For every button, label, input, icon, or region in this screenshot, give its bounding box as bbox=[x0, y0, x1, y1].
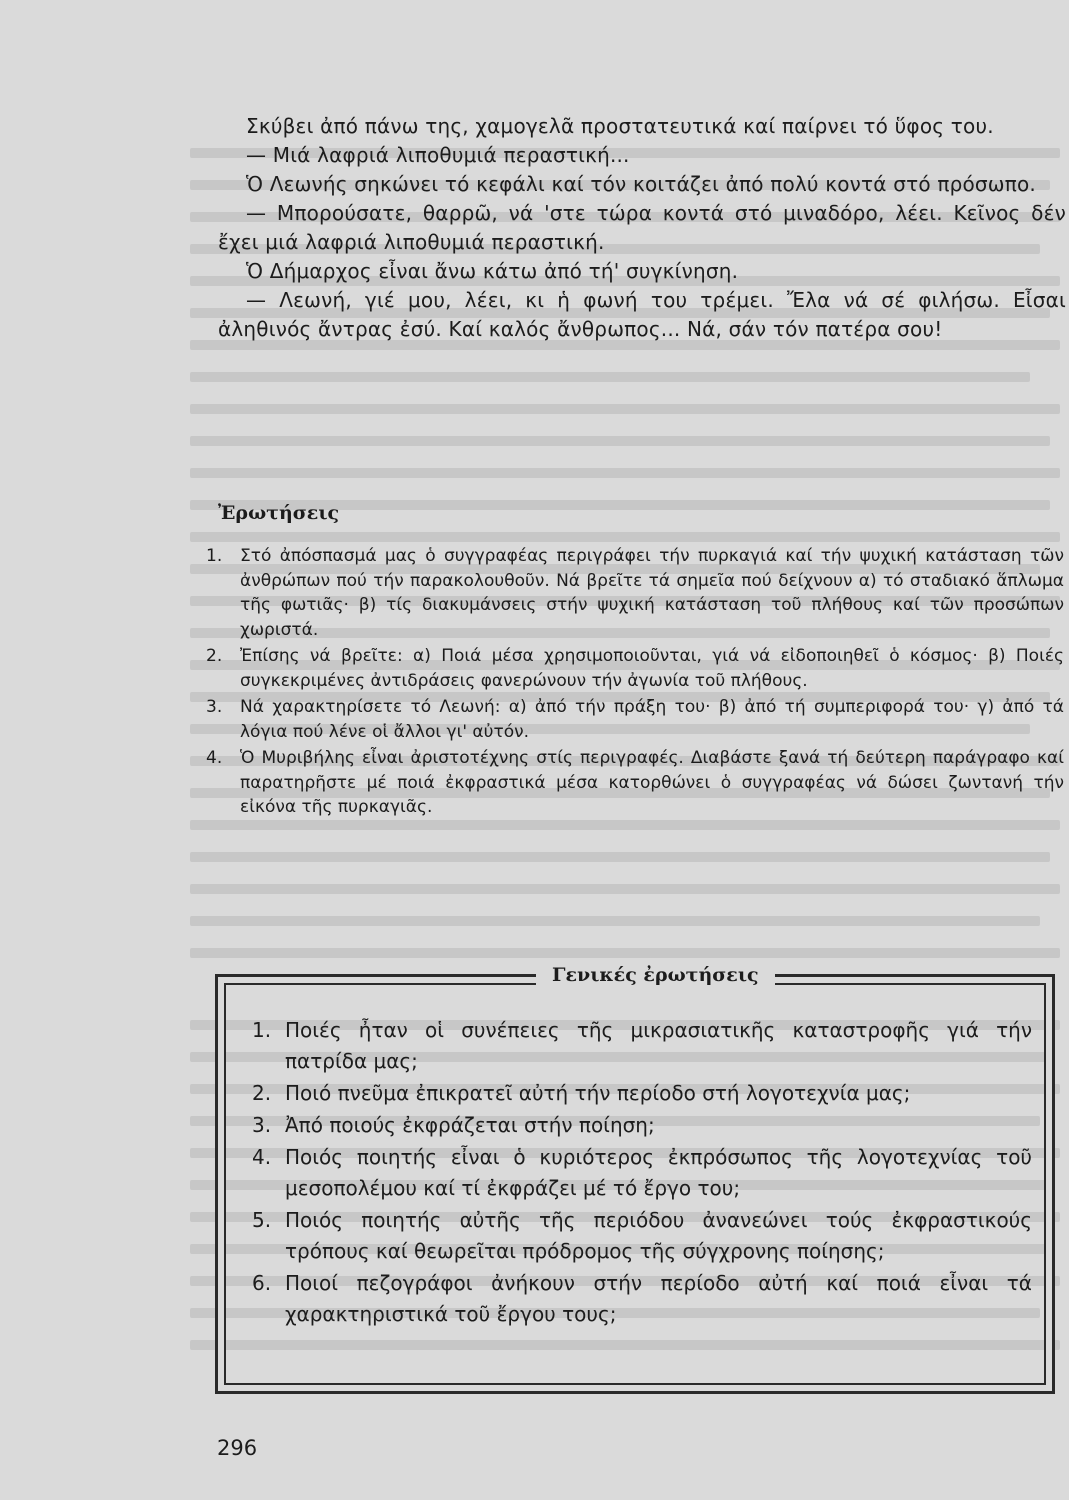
paragraph: Σκύβει ἀπό πάνω της, χαμογελᾶ προστατευτικά καί παίρνει τό ὕφος του. bbox=[246, 114, 994, 138]
questions-heading: Ἐρωτήσεις bbox=[218, 502, 340, 524]
question-item bbox=[206, 644, 1064, 693]
question-number: 3. bbox=[252, 1113, 272, 1137]
question-text: Ποιές ἦταν οἱ συνέπειες τῆς μικρασιατικῆς καταστροφῆς γιά τήν πατρίδα μας; bbox=[285, 1018, 1032, 1073]
question-text: Ποιό πνεῦμα ἐπικρατεῖ αὐτή τήν περίοδο στή λογοτεχνία μας; bbox=[285, 1081, 911, 1105]
paragraph: Ὁ Λεωνής σηκώνει τό κεφάλι καί τόν κοιτάζει ἀπό πολύ κοντά στό πρόσωπο. bbox=[246, 172, 1036, 196]
question-number: 3. bbox=[206, 697, 223, 717]
general-questions-box bbox=[215, 964, 1055, 1394]
question-text: Νά χαρακτηρίσετε τό Λεωνή: α) ἀπό τήν πράξη του· β) ἀπό τή συμπεριφορά του· γ) ἀπό τά λόγια πού λένε οἱ ἄλλοι γι' αὐτόν. bbox=[240, 697, 1064, 742]
questions-list bbox=[206, 544, 1064, 822]
question-number: 4. bbox=[252, 1145, 272, 1169]
question-number: 1. bbox=[252, 1018, 272, 1042]
question-number: 2. bbox=[252, 1081, 272, 1105]
paragraph: — Μιά λαφριά λιποθυμιά περαστική... bbox=[246, 143, 630, 167]
question-text: Ποιοί πεζογράφοι ἀνήκουν στήν περίοδο αὐτή καί ποιά εἶναι τά χαρακτηριστικά τοῦ ἔργου τους; bbox=[285, 1271, 1032, 1326]
question-text: Ἐπίσης νά βρεῖτε: α) Ποιά μέσα χρησιμοποιοῦνται, γιά νά εἰδοποιηθεῖ ὁ κόσμος· β) Ποιές συγκεκριμένες ἀντιδράσεις φανερώνουν τήν ἀγωνία τοῦ πλήθους. bbox=[240, 646, 1064, 691]
paragraph: Ὁ Δήμαρχος εἶναι ἄνω κάτω ἀπό τή' συγκίνηση. bbox=[246, 259, 739, 283]
question-text: Ἀπό ποιούς ἐκφράζεται στήν ποίηση; bbox=[285, 1113, 655, 1137]
narrative-text bbox=[218, 112, 1066, 344]
question-number: 5. bbox=[252, 1208, 272, 1232]
question-number: 4. bbox=[206, 748, 223, 768]
question-text: Στό ἀπόσπασμά μας ὁ συγγραφέας περιγράφει τήν πυρκαγιά καί τήν ψυχική κατάσταση τῶν ἀνθρώπων πού τήν παρακολουθοῦν. Νά βρεῖτε τά σημεῖα πού δείχνουν α) τό σταδιακό ἅπλωμα τῆς φωτιᾶς· β) τίς διακυμάνσεις στήν ψυχική κατάσταση τοῦ πλήθους καί τῶν προσώπων χωριστά. bbox=[240, 546, 1064, 640]
question-item bbox=[206, 544, 1064, 642]
question-number: 2. bbox=[206, 646, 223, 666]
general-questions-list bbox=[252, 1015, 1032, 1331]
general-question-item bbox=[252, 1205, 1032, 1267]
paragraph: — Λεωνή, γιέ μου, λέει, κι ἡ φωνή του τρέμει. Ἔλα νά σέ φιλήσω. Εἶσαι ἀληθινός ἄντρας ἐσύ. Καί καλός ἄνθρωπος... Νά, σάν τόν πατέρα σου! bbox=[218, 288, 1066, 341]
question-item bbox=[206, 695, 1064, 744]
general-question-item bbox=[252, 1110, 1032, 1141]
page-number: 296 bbox=[217, 1436, 258, 1460]
general-question-item bbox=[252, 1268, 1032, 1330]
question-number: 6. bbox=[252, 1271, 272, 1295]
question-text: Ποιός ποιητής εἶναι ὁ κυριότερος ἐκπρόσωπος τῆς λογοτεχνίας τοῦ μεσοπολέμου καί τί ἐκφράζει μέ τό ἔργο του; bbox=[285, 1145, 1032, 1200]
question-item bbox=[206, 746, 1064, 820]
paragraph: — Μπορούσατε, θαρρῶ, νά 'στε τώρα κοντά στό μιναδόρο, λέει. Κεῖνος δέν ἔχει μιά λαφριά λιποθυμιά περαστική. bbox=[218, 201, 1066, 254]
general-questions-heading: Γενικές ἐρωτήσεις bbox=[536, 963, 775, 987]
question-text: Ποιός ποιητής αὐτῆς τῆς περιόδου ἀνανεώνει τούς ἐκφραστικούς τρόπους καί θεωρεῖται πρόδρομος τῆς σύγχρονης ποίησης; bbox=[285, 1208, 1032, 1263]
general-question-item bbox=[252, 1078, 1032, 1109]
question-number: 1. bbox=[206, 546, 223, 566]
general-question-item bbox=[252, 1015, 1032, 1077]
general-question-item bbox=[252, 1142, 1032, 1204]
question-text: Ὁ Μυριβήλης εἶναι ἀριστοτέχνης στίς περιγραφές. Διαβάστε ξανά τή δεύτερη παράγραφο καί παρατηρῆστε μέ ποιά ἐκφραστικά μέσα κατορθώνει ὁ συγγραφέας νά δώσει ζωντανή τήν εἰκόνα τῆς πυρκαγιᾶς. bbox=[240, 748, 1064, 817]
